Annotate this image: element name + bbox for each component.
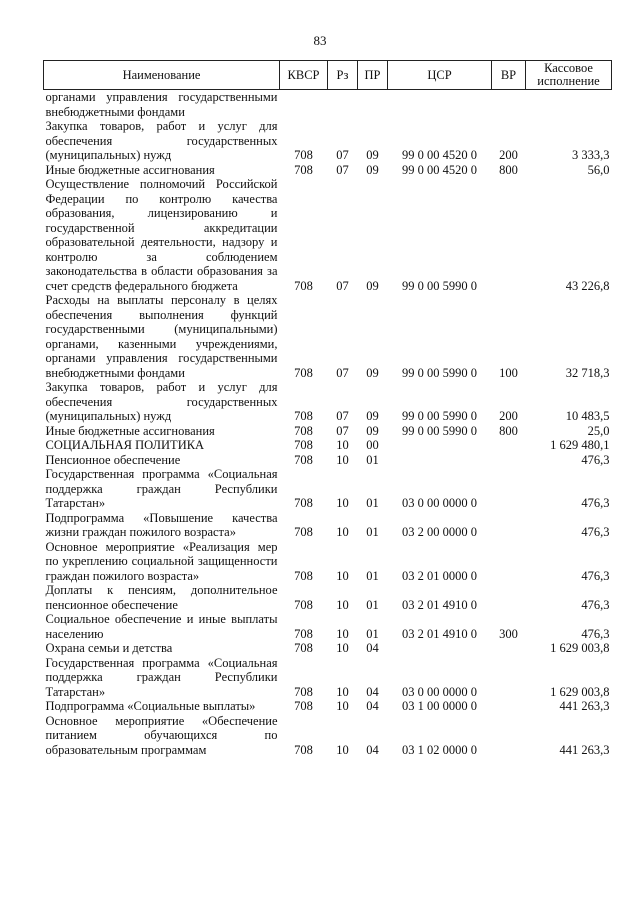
row-name: Основное мероприятие «Обеспечение питанием обучающихся по образовательным программам xyxy=(45,713,278,757)
column-header-pr: ПР xyxy=(358,61,388,90)
table-row xyxy=(44,453,612,468)
row-pr: 01 xyxy=(366,452,379,467)
row-csr: 99 0 00 5990 0 xyxy=(402,423,477,438)
row-amount: 1 629 480,1 xyxy=(550,438,610,452)
row-amount: 476,3 xyxy=(581,568,610,583)
row-amount: 32 718,3 xyxy=(565,365,610,380)
row-name: Подпрограмма «Повышение качества жизни граждан пожилого возраста» xyxy=(45,510,278,539)
row-kvsr: 708 xyxy=(294,423,313,438)
row-pr: 01 xyxy=(366,568,379,583)
row-csr: 03 2 01 4910 0 xyxy=(402,626,477,641)
column-header-amount: Кассовое исполнение xyxy=(526,61,612,90)
table-row xyxy=(44,380,612,424)
row-name: Государственная программа «Социальная поддержка граждан Республики Татарстан» xyxy=(45,655,278,699)
row-vr: 800 xyxy=(499,162,518,177)
row-pr: 09 xyxy=(366,365,379,380)
column-header-vr: ВР xyxy=(492,61,526,90)
row-rz: 10 xyxy=(336,699,349,713)
table-row xyxy=(44,511,612,540)
row-csr: 99 0 00 5990 0 xyxy=(402,409,477,423)
row-name: Пенсионное обеспечение xyxy=(45,452,181,467)
row-name: Основное мероприятие «Реализация мер по укреплению социальной защищенности граждан пожилого возраста» xyxy=(45,539,278,583)
row-pr: 01 xyxy=(366,525,379,539)
row-amount: 476,3 xyxy=(581,496,610,510)
row-kvsr: 708 xyxy=(294,626,313,641)
row-kvsr: 708 xyxy=(294,742,313,757)
row-pr: 09 xyxy=(366,162,379,177)
table-row xyxy=(44,163,612,178)
row-amount: 1 629 003,8 xyxy=(550,641,610,655)
row-rz: 10 xyxy=(336,641,349,655)
row-kvsr: 708 xyxy=(294,452,313,467)
table-row xyxy=(44,583,612,612)
row-csr xyxy=(388,641,492,656)
row-vr: 100 xyxy=(499,365,518,380)
row-kvsr: 708 xyxy=(294,568,313,583)
row-pr: 01 xyxy=(366,626,379,641)
table-row xyxy=(44,612,612,641)
row-csr: 03 2 01 0000 0 xyxy=(402,568,477,583)
row-csr: 03 1 00 0000 0 xyxy=(402,699,477,713)
row-rz: 07 xyxy=(336,162,349,177)
row-vr: 300 xyxy=(499,626,518,641)
row-rz: 07 xyxy=(336,365,349,380)
row-amount: 476,3 xyxy=(581,597,610,612)
row-amount: 1 629 003,8 xyxy=(550,684,610,699)
budget-table xyxy=(43,60,612,757)
row-rz: 10 xyxy=(336,597,349,612)
row-amount: 476,3 xyxy=(581,626,610,641)
row-pr: 04 xyxy=(366,641,379,655)
row-amount xyxy=(526,90,612,120)
row-amount: 441 263,3 xyxy=(559,699,610,713)
row-kvsr: 708 xyxy=(294,684,313,699)
row-vr xyxy=(492,511,526,540)
row-kvsr: 708 xyxy=(294,365,313,380)
row-kvsr: 708 xyxy=(294,148,313,162)
page-number: 83 xyxy=(313,33,327,48)
row-kvsr: 708 xyxy=(294,278,313,293)
row-csr: 03 0 00 0000 0 xyxy=(402,684,477,699)
column-header-name: Наименование xyxy=(44,61,280,90)
row-name: Доплаты к пенсиям, дополнительное пенсионное обеспечение xyxy=(45,583,278,612)
row-rz: 10 xyxy=(336,438,349,452)
row-amount: 441 263,3 xyxy=(559,742,610,757)
row-pr xyxy=(358,90,388,120)
table-row xyxy=(44,540,612,584)
row-rz: 07 xyxy=(336,409,349,423)
row-csr xyxy=(388,453,492,468)
row-kvsr: 708 xyxy=(294,409,313,423)
row-pr: 09 xyxy=(366,148,379,162)
row-rz: 10 xyxy=(336,684,349,699)
row-pr: 04 xyxy=(366,699,379,713)
row-name: Иные бюджетные ассигнования xyxy=(45,162,215,177)
row-vr xyxy=(492,656,526,700)
table-row xyxy=(44,699,612,714)
row-vr xyxy=(492,540,526,584)
row-name: Подпрограмма «Социальные выплаты» xyxy=(45,699,256,713)
row-rz: 07 xyxy=(336,423,349,438)
table-row xyxy=(44,177,612,293)
row-pr: 01 xyxy=(366,597,379,612)
row-name: СОЦИАЛЬНАЯ ПОЛИТИКА xyxy=(45,438,205,452)
row-vr xyxy=(492,714,526,758)
row-vr: 800 xyxy=(499,423,518,438)
table-row xyxy=(44,293,612,380)
row-rz: 10 xyxy=(336,496,349,510)
table-row xyxy=(44,656,612,700)
row-rz xyxy=(328,90,358,120)
row-vr: 200 xyxy=(499,409,518,423)
row-amount: 476,3 xyxy=(581,452,610,467)
row-csr: 99 0 00 5990 0 xyxy=(402,278,477,293)
row-csr xyxy=(388,438,492,453)
row-kvsr xyxy=(280,90,328,120)
row-rz: 07 xyxy=(336,148,349,162)
table-row xyxy=(44,641,612,656)
row-csr: 03 0 00 0000 0 xyxy=(402,496,477,510)
row-csr: 03 2 01 4910 0 xyxy=(402,597,477,612)
row-amount: 25,0 xyxy=(587,423,610,438)
row-vr: 200 xyxy=(499,148,518,162)
row-pr: 00 xyxy=(366,438,379,452)
row-name: Расходы на выплаты персоналу в целях обеспечения выполнения функций государственными (муниципальными) органами, казенными учреждениями, органами управления государственными внебюджетными фондами xyxy=(45,293,278,380)
row-name: Государственная программа «Социальная поддержка граждан Республики Татарстан» xyxy=(45,467,278,510)
row-vr xyxy=(492,438,526,453)
row-amount: 3 333,3 xyxy=(572,148,610,162)
row-vr xyxy=(492,467,526,511)
row-rz: 10 xyxy=(336,452,349,467)
row-csr: 99 0 00 5990 0 xyxy=(402,365,477,380)
table-row xyxy=(44,424,612,439)
row-rz: 10 xyxy=(336,626,349,641)
row-name: органами управления государственными внебюджетными фондами xyxy=(45,90,278,119)
table-row xyxy=(44,714,612,758)
row-kvsr: 708 xyxy=(294,597,313,612)
row-kvsr: 708 xyxy=(294,496,313,510)
row-pr: 09 xyxy=(366,278,379,293)
row-pr: 04 xyxy=(366,742,379,757)
row-pr: 09 xyxy=(366,409,379,423)
table-row xyxy=(44,438,612,453)
row-vr xyxy=(492,453,526,468)
row-name: Охрана семьи и детства xyxy=(45,641,173,655)
row-pr: 09 xyxy=(366,423,379,438)
row-amount: 10 483,5 xyxy=(565,409,610,423)
table-row xyxy=(44,90,612,120)
row-vr xyxy=(492,583,526,612)
column-header-rz: Рз xyxy=(328,61,358,90)
row-rz: 10 xyxy=(336,742,349,757)
row-csr: 03 1 02 0000 0 xyxy=(402,742,477,757)
row-csr: 99 0 00 4520 0 xyxy=(402,148,477,162)
table-row xyxy=(44,467,612,511)
row-name: Иные бюджетные ассигнования xyxy=(45,423,215,438)
row-kvsr: 708 xyxy=(294,162,313,177)
row-kvsr: 708 xyxy=(294,438,313,452)
row-csr xyxy=(388,90,492,120)
row-amount: 476,3 xyxy=(581,525,610,539)
column-header-csr: ЦСР xyxy=(388,61,492,90)
row-pr: 01 xyxy=(366,496,379,510)
row-csr: 03 2 00 0000 0 xyxy=(402,525,477,539)
column-header-kvsr: КВСР xyxy=(280,61,328,90)
row-rz: 10 xyxy=(336,568,349,583)
row-vr xyxy=(492,177,526,293)
table-row xyxy=(44,119,612,163)
row-kvsr: 708 xyxy=(294,641,313,655)
row-name: Социальное обеспечение и иные выплаты населению xyxy=(45,612,278,641)
row-name: Осуществление полномочий Российской Федерации по контролю качества образования, лицензированию и государственной аккредитации образовательной деятельности, надзору и контролю за соблюдением законодательства в области образования за счет средств федерального бюджета xyxy=(45,177,278,293)
row-kvsr: 708 xyxy=(294,525,313,539)
row-amount: 43 226,8 xyxy=(565,278,610,293)
row-name: Закупка товаров, работ и услуг для обеспечения государственных (муниципальных) нужд xyxy=(45,380,278,423)
row-amount: 56,0 xyxy=(587,162,610,177)
row-rz: 10 xyxy=(336,525,349,539)
row-vr xyxy=(492,699,526,714)
row-vr xyxy=(492,641,526,656)
row-pr: 04 xyxy=(366,684,379,699)
row-rz: 07 xyxy=(336,278,349,293)
row-csr: 99 0 00 4520 0 xyxy=(402,162,477,177)
row-kvsr: 708 xyxy=(294,699,313,713)
row-name: Закупка товаров, работ и услуг для обеспечения государственных (муниципальных) нужд xyxy=(45,119,278,162)
table-header-row xyxy=(44,61,612,90)
row-vr xyxy=(492,90,526,120)
